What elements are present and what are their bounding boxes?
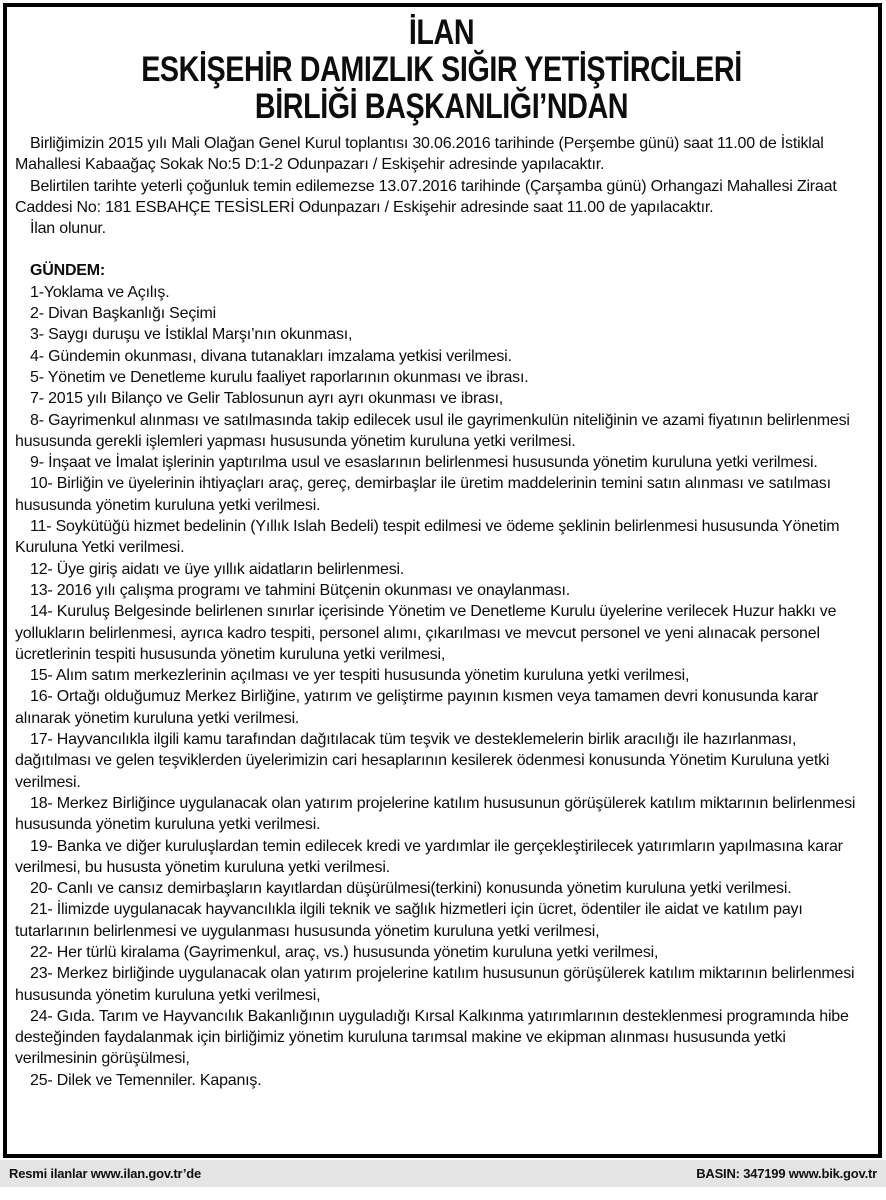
title-line: ESKİŞEHİR DAMIZLIK SIĞIR YETİŞTİRCİLERİ [141, 50, 742, 89]
notice-title [15, 14, 868, 125]
agenda-item: 19- Banka ve diğer kuruluşlardan temin edilecek kredi ve yardımlar ile gerçekleştirilecek yatırımların yapılmasına karar verilmesi, bu hususta yönetim kuruluna yetki verilmesi. [15, 837, 843, 876]
intro-paragraph: İlan olunur. [30, 220, 106, 238]
agenda-item: 18- Merkez Birliğince uygulanacak olan yatırım projelerine katılım hususunun görüşülerek katılım miktarının belirlenmesi hususunda yönetim kuruluna yetki verilmesi. [15, 794, 856, 834]
agenda-item: 23- Merkez birliğinde uygulanacak olan yatırım projelerine katılım hususunun görüşülerek katılım miktarının belirlenmesi hususunda yönetim kuruluna yetki verilmesi, [15, 965, 855, 1004]
intro-paragraph: Belirtilen tarihte yeterli çoğunluk temin edilemezse 13.07.2016 tarihinde (Çarşamba günü) Orhangazi Mahallesi Ziraat Caddesi No: 181 ESBAHÇE TESİSLERİ Odunpazarı / Eskişehir adresinde saat 11.00 de yapılacaktır. [15, 177, 837, 216]
agenda-item: 11- Soykütüğü hizmet bedelinin (Yıllık Islah Bedeli) tespit edilmesi ve ödeme şeklinin belirlenmesi hususunda Yönetim Kuruluna Yetki verilmesi. [15, 518, 840, 557]
title-line: BİRLİĞİ BAŞKANLIĞI’NDAN [254, 87, 629, 126]
agenda-item: 3- Saygı duruşu ve İstiklal Marşı’nın okunması, [30, 326, 353, 344]
agenda-item: 10- Birliğin ve üyelerinin ihtiyaçları araç, gereç, demirbaşlar ile üretim maddelerinin temini satın alınması ve satılması hususunda yönetim kuruluna yetki verilmesi. [15, 475, 831, 514]
agenda-item: 22- Her türlü kiralama (Gayrimenkul, araç, vs.) hususunda yönetim kuruluna yetki verilmesi, [30, 943, 659, 961]
agenda-item: 9- İnşaat ve İmalat işlerinin yaptırılma usul ve esaslarının belirlenmesi hususunda yönetim kuruluna yetki verilmesi. [30, 454, 818, 472]
agenda-item: 8- Gayrimenkul alınması ve satılmasında takip edilecek usul ile gayrimenkulün niteliğinin ve azami fiyatının belirlenmesi hususunda gerekli işlemleri yapması hususunda yönetim kuruluna yetki verilmesi. [15, 411, 850, 450]
agenda-item: 1-Yoklama ve Açılış. [30, 283, 170, 301]
intro-paragraph: Birliğimizin 2015 yılı Mali Olağan Genel Kurul toplantısı 30.06.2016 tarihinde (Perşembe günü) saat 11.00 de İstiklal Mahallesi Kabaağaç Sokak No:5 D:1-2 Odunpazarı / Eskişehir adresinde yapılacaktır. [15, 135, 824, 174]
agenda-item: 12- Üye giriş aidatı ve üye yıllık aidatların belirlenmesi. [30, 560, 405, 578]
agenda-item: 16- Ortağı olduğumuz Merkez Birliğine, yatırım ve geliştirme payının kısmen veya tamamen devri konusunda karar alınarak yönetim kuruluna yetki verilmesi. [15, 688, 819, 727]
agenda-item: 13- 2016 yılı çalışma programı ve tahmini Bütçenin okunması ve onaylanması. [30, 581, 570, 599]
agenda-list [15, 282, 868, 1091]
agenda-item: 2- Divan Başkanlığı Seçimi [30, 305, 216, 323]
official-announcement-footer [0, 1160, 886, 1187]
agenda-item: 7- 2015 yılı Bilanço ve Gelir Tablosunun ayrı ayrı okunması ve ibrası, [30, 390, 504, 408]
agenda-item: 21- İlimizde uygulanacak hayvancılıkla ilgili teknik ve sağlık hizmetleri için ücret, ödentiler ile aidat ve katılım payı tutarlarının belirlenmesi ve uygulanması hususunda yönetim kuruluna yetki verilmesi, [15, 901, 803, 940]
agenda-item: 5- Yönetim ve Denetleme kurulu faaliyet raporlarının okunması ve ibrası. [30, 368, 529, 386]
footer-left-text: Resmi ilanlar www.ilan.gov.tr’de [9, 1166, 202, 1181]
agenda-item: 14- Kuruluş Belgesinde belirlenen sınırlar içerisinde Yönetim ve Denetleme Kurulu üyelerine verilecek Huzur hakkı ve yollukların belirlenmesi, ayrıca kadro tespiti, personel alımı, çıkarılması ve mevcut personel ve yeni alınacak personel ücretlerinin tespiti hususunda yönetim kuruluna yetki verilmesi, [15, 603, 837, 663]
footer-right-text: BASIN: 347199 www.bik.gov.tr [696, 1166, 877, 1181]
notice-border-box [3, 3, 882, 1158]
agenda-item: 20- Canlı ve cansız demirbaşların kayıtlardan düşürülmesi(terkini) konusunda yönetim kuruluna yetki verilmesi. [30, 880, 792, 898]
agenda-item: 24- Gıda. Tarım ve Hayvancılık Bakanlığının uyguladığı Kırsal Kalkınma yatırımlarının desteklenmesi programında hibe desteğinden faydalanmak için birliğimiz yönetim kuruluna tarımsal makine ve ekipman alınması hususunda yetki verilmesinin görüşülmesi, [15, 1007, 849, 1068]
intro-paragraphs [15, 133, 868, 239]
agenda-item: 17- Hayvancılıkla ilgili kamu tarafından dağıtılacak tüm teşvik ve desteklemelerin birlik aracılığı ile hazırlanması, dağıtılması ve gelen teşviklerden üyelerimizin cari hesaplarının kesilerek ödenmesi konusunda Yönetim Kuruluna yetki verilmesi. [15, 731, 830, 791]
agenda-item: 4- Gündemin okunması, divana tutanakları imzalama yetkisi verilmesi. [30, 347, 512, 365]
agenda-item: 15- Alım satım merkezlerinin açılması ve yer tespiti hususunda yönetim kuruluna yetki verilmesi, [30, 667, 690, 685]
agenda-heading: GÜNDEM: [30, 262, 106, 280]
agenda-item: 25- Dilek ve Temenniler. Kapanış. [30, 1071, 262, 1089]
title-line: İLAN [408, 13, 475, 52]
